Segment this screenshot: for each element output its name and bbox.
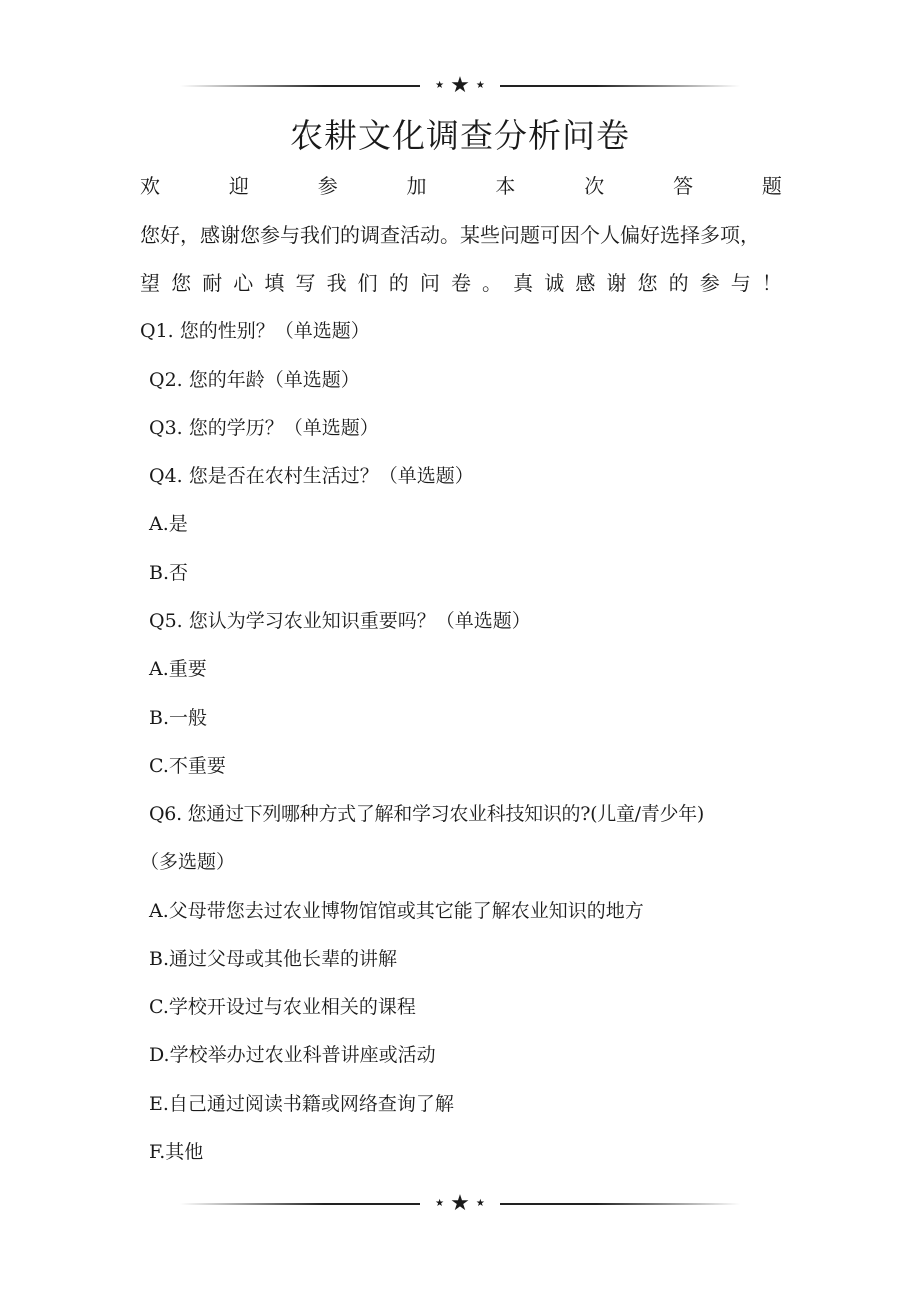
welcome-char: 欢	[140, 174, 160, 198]
intro-char: 卷	[450, 271, 471, 295]
small-star-icon: ★	[475, 1198, 485, 1209]
welcome-char: 题	[761, 174, 782, 198]
bottom-divider	[180, 1192, 740, 1216]
star-icon: ★	[450, 73, 470, 98]
welcome-char: 参	[317, 174, 338, 198]
question-5: Q5. 您认为学习农业知识重要吗？（单选题）	[149, 610, 531, 632]
intro-char: 诚	[544, 271, 565, 295]
q5-option-a[interactable]: A.重要	[149, 658, 207, 680]
q5-option-b[interactable]: B.一般	[149, 707, 208, 729]
q5-option-c[interactable]: C.不重要	[149, 755, 226, 777]
q6-option-e[interactable]: E.自己通过阅读书籍或网络查询了解	[149, 1093, 454, 1115]
intro-char: 您	[171, 271, 192, 295]
welcome-char: 加	[406, 174, 427, 198]
intro-char: 参	[699, 271, 720, 295]
intro-char: 的	[388, 271, 409, 295]
q4-option-b[interactable]: B.否	[149, 562, 189, 584]
intro-char: ！	[761, 271, 782, 295]
welcome-char: 答	[673, 174, 694, 198]
intro-char: 耐	[202, 271, 223, 295]
welcome-line	[140, 170, 782, 200]
welcome-char: 迎	[228, 174, 249, 198]
intro-char: 问	[419, 271, 440, 295]
intro-char: 您	[637, 271, 658, 295]
welcome-char: 次	[584, 174, 605, 198]
q6-option-d[interactable]: D.学校举办过农业科普讲座或活动	[149, 1044, 436, 1066]
top-divider	[180, 74, 740, 98]
question-1: Q1. 您的性别？（单选题）	[140, 320, 370, 342]
question-3: Q3. 您的学历？（单选题）	[149, 417, 379, 439]
intro-char: 与	[730, 271, 751, 295]
q6-type: （多选题）	[140, 851, 236, 873]
intro-char: 。	[482, 271, 503, 295]
page-title: 农耕文化调查分析问卷	[290, 116, 630, 155]
intro-char: 心	[233, 271, 254, 295]
small-star-icon: ★	[435, 80, 445, 91]
intro-char: 感	[575, 271, 596, 295]
divider-line-left	[180, 85, 420, 87]
q6-option-c[interactable]: C.学校开设过与农业相关的课程	[149, 996, 416, 1018]
intro-char: 们	[357, 271, 378, 295]
intro-line-1: 您好，感谢您参与我们的调查活动。某些问题可因个人偏好选择多项，	[140, 223, 760, 247]
q6-option-b[interactable]: B.通过父母或其他长辈的讲解	[149, 948, 398, 970]
question-2: Q2. 您的年龄（单选题）	[149, 369, 360, 391]
divider-line-right	[500, 85, 740, 87]
divider-stars	[424, 74, 496, 98]
intro-char: 真	[513, 271, 534, 295]
intro-line-2	[140, 267, 782, 296]
q4-option-a[interactable]: A.是	[149, 513, 188, 535]
intro-char: 填	[264, 271, 285, 295]
intro-char: 谢	[606, 271, 627, 295]
welcome-char: 本	[495, 174, 516, 198]
divider-line-right	[500, 1203, 740, 1205]
divider-line-left	[180, 1203, 420, 1205]
small-star-icon: ★	[475, 80, 485, 91]
question-6: Q6. 您通过下列哪种方式了解和学习农业科技知识的?(儿童/青少年)	[149, 803, 704, 825]
intro-char: 望	[140, 271, 160, 295]
intro-char: 的	[668, 271, 689, 295]
star-icon: ★	[450, 1191, 470, 1216]
intro-char: 我	[326, 271, 347, 295]
q6-option-f[interactable]: F.其他	[149, 1141, 204, 1163]
divider-stars	[424, 1192, 496, 1216]
small-star-icon: ★	[435, 1198, 445, 1209]
question-4: Q4. 您是否在农村生活过？（单选题）	[149, 465, 474, 487]
intro-char: 写	[295, 271, 316, 295]
q6-option-a[interactable]: A.父母带您去过农业博物馆馆或其它能了解农业知识的地方	[149, 900, 644, 922]
